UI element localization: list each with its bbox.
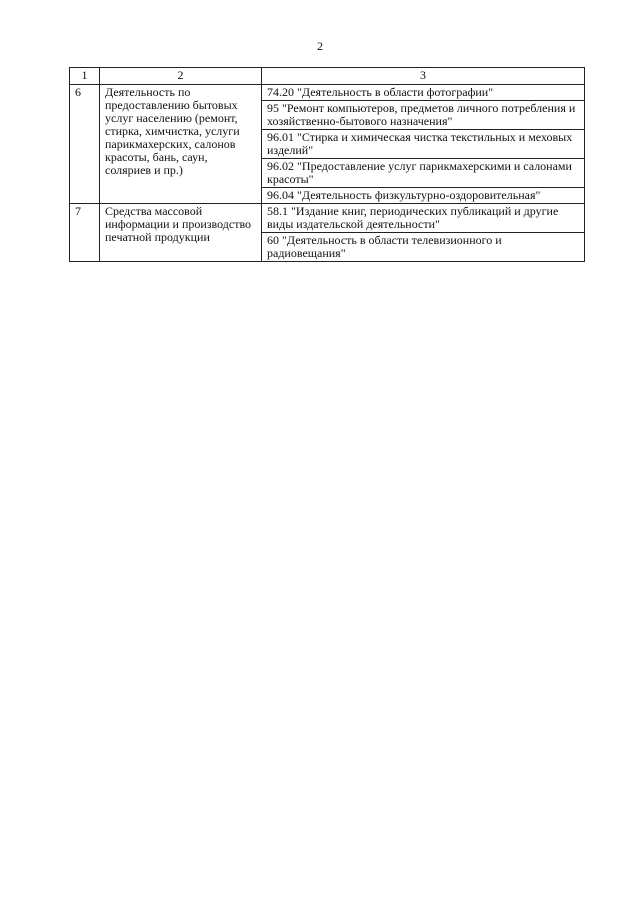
header-col-3: 3 [262, 68, 585, 85]
row-number: 7 [70, 204, 100, 262]
activity-code: 58.1 "Издание книг, периодических публикаций и другие виды издательской деятельности" [262, 204, 585, 233]
activity-description: Деятельность по предоставлению бытовых услуг населению (ремонт, стирка, химчистка, услуги парикмахерских, салонов красоты, бань, саун, соляриев и пр.) [100, 85, 262, 204]
table-header-row [70, 68, 585, 85]
header-col-1: 1 [70, 68, 100, 85]
table-row [70, 204, 585, 233]
page-number: 2 [317, 39, 323, 53]
activity-codes-table [69, 67, 585, 262]
activity-code: 96.01 "Стирка и химическая чистка текстильных и меховых изделий" [262, 130, 585, 159]
header-col-2: 2 [100, 68, 262, 85]
row-number: 6 [70, 85, 100, 204]
activity-description: Средства массовой информации и производство печатной продукции [100, 204, 262, 262]
activity-code: 74.20 "Деятельность в области фотографии" [262, 85, 585, 101]
activity-code: 95 "Ремонт компьютеров, предметов личного потребления и хозяйственно-бытового назначения" [262, 101, 585, 130]
activity-code: 60 "Деятельность в области телевизионного и радиовещания" [262, 233, 585, 262]
activity-code: 96.02 "Предоставление услуг парикмахерскими и салонами красоты" [262, 159, 585, 188]
activity-code: 96.04 "Деятельность физкультурно-оздоровительная" [262, 188, 585, 204]
table-row [70, 85, 585, 101]
